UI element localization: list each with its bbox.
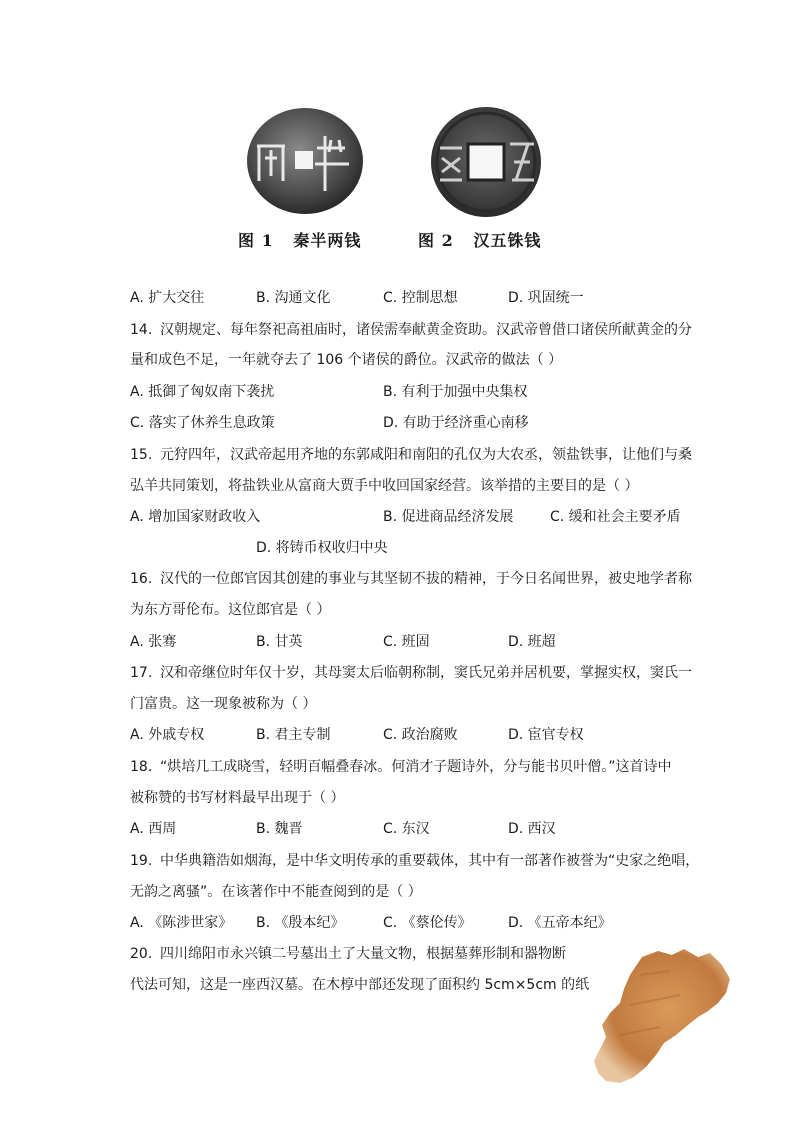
figure-1-caption: 图 1 秦半两钱 — [238, 231, 362, 250]
q14-option-c: C. 落实了休养生息政策 — [130, 415, 275, 431]
q17-stem-line-2: 门富贵。这一现象被称为（ ） — [130, 696, 317, 712]
q15-option-a: A. 增加国家财政收入 — [130, 509, 261, 525]
q18-option-a: A. 西周 — [130, 821, 177, 837]
q16-option-b: B. 甘英 — [256, 634, 303, 650]
q14-option-b: B. 有利于加强中央集权 — [383, 384, 528, 400]
q13-option-d: D. 巩固统一 — [508, 290, 584, 306]
q17-stem-line-1: 汉和帝继位时年仅十岁，其母窦太后临朝称制，窦氏兄弟并居机要，掌握实权，窦氏一 — [160, 665, 692, 681]
q18-number: 18. — [130, 759, 153, 775]
q13-option-a: A. 扩大交往 — [130, 290, 205, 306]
q18-option-b: B. 魏晋 — [256, 821, 303, 837]
q15-stem-line-2: 弘羊共同策划，将盐铁业从富商大贾手中收回国家经营。该举措的主要目的是（ ） — [130, 478, 639, 494]
q16-stem-line-2: 为东方哥伦布。这位郎官是（ ） — [130, 602, 331, 618]
q19-option-d: D. 《五帝本纪》 — [508, 915, 612, 931]
q14-option-a: A. 抵御了匈奴南下袭扰 — [130, 384, 275, 400]
q13-option-c: C. 控制思想 — [383, 290, 458, 306]
q20-stem-line-1: 四川绵阳市永兴镇二号墓出土了大量文物，根据墓葬形制和器物断 — [160, 946, 566, 962]
q18-stem-line-1: “烘培几工成晓雪，轻明百幅叠春冰。何消才子题诗外，分与能书贝叶僧。”这首诗中 — [160, 759, 672, 775]
han-wuzhu-coin-image — [430, 106, 542, 218]
q17-option-c: C. 政治腐败 — [383, 727, 458, 743]
qin-banliang-coin-image — [245, 106, 365, 216]
q15-number: 15. — [130, 447, 153, 463]
q15-option-b: B. 促进商品经济发展 — [383, 509, 514, 525]
q14-number: 14. — [130, 322, 153, 338]
q18-stem-line-2: 被称赞的书写材料最早出现于（ ） — [130, 790, 345, 806]
q17-option-d: D. 宦官专权 — [508, 727, 584, 743]
q19-option-a: A. 《陈涉世家》 — [130, 915, 233, 931]
han-paper-fragment-image — [580, 945, 780, 1090]
q16-option-c: C. 班固 — [383, 634, 430, 650]
q15-option-c: C. 缓和社会主要矛盾 — [550, 509, 681, 525]
q14-stem-line-2: 量和成色不足，一年就夺去了 106 个诸侯的爵位。汉武帝的做法（ ） — [130, 352, 563, 368]
q14-stem-line-1: 汉朝规定、每年祭祀高祖庙时，诸侯需奉献黄金资助。汉武帝曾借口诸侯所献黄金的分 — [160, 322, 692, 338]
q19-stem-line-2: 无韵之离骚”。在该著作中不能查阅到的是（ ） — [130, 884, 422, 900]
q19-number: 19. — [130, 853, 153, 869]
q18-option-d: D. 西汉 — [508, 821, 556, 837]
q19-option-b: B. 《殷本纪》 — [256, 915, 345, 931]
q16-option-d: D. 班超 — [508, 634, 556, 650]
q19-stem-line-1: 中华典籍浩如烟海，是中华文明传承的重要载体，其中有一部著作被誉为“史家之绝唱， — [160, 853, 700, 869]
q14-option-d: D. 有助于经济重心南移 — [383, 415, 529, 431]
q17-option-b: B. 君主专制 — [256, 727, 331, 743]
q16-stem-line-1: 汉代的一位郎官因其创建的事业与其坚韧不拔的精神，于今日名闻世界，被史地学者称 — [160, 571, 692, 587]
q15-stem-line-1: 元狩四年，汉武帝起用齐地的东郭咸阳和南阳的孔仅为大农丞，领盐铁事，让他们与桑 — [160, 447, 692, 463]
q18-option-c: C. 东汉 — [383, 821, 430, 837]
q15-option-d: D. 将铸币权收归中央 — [256, 540, 388, 556]
q19-option-c: C. 《蔡伦传》 — [383, 915, 472, 931]
figure-2-caption: 图 2 汉五铢钱 — [418, 231, 542, 250]
q20-stem-line-2: 代法可知，这是一座西汉墓。在木椁中部还发现了面积约 5cm×5cm 的纸 — [130, 977, 590, 993]
q16-number: 16. — [130, 571, 153, 587]
q13-option-b: B. 沟通文化 — [256, 290, 331, 306]
q16-option-a: A. 张骞 — [130, 634, 177, 650]
q17-option-a: A. 外戚专权 — [130, 727, 205, 743]
q17-number: 17. — [130, 665, 153, 681]
q20-number: 20. — [130, 946, 153, 962]
